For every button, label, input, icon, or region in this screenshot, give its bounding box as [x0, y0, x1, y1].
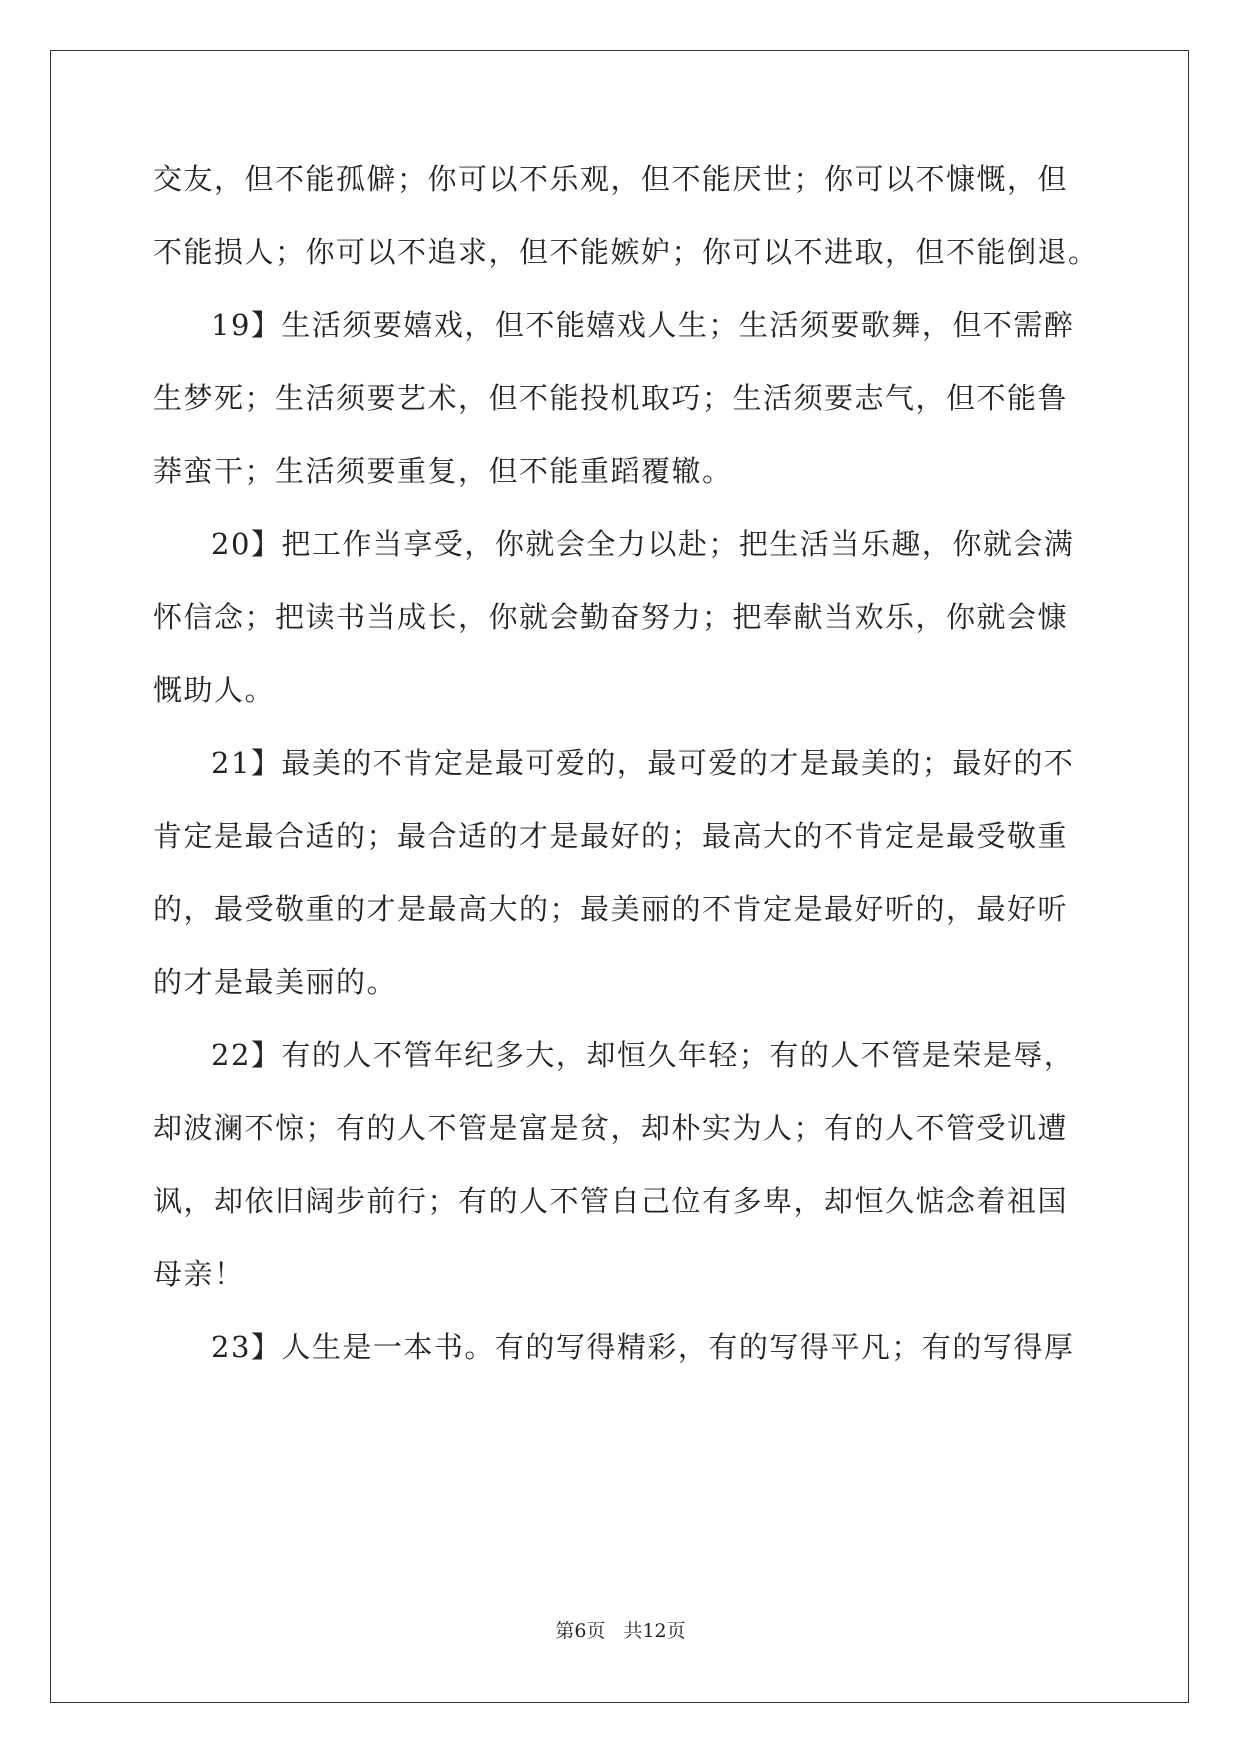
page-footer — [0, 1616, 1241, 1643]
text-line: 20】把工作当享受，你就会全力以赴；把生活当乐趣，你就会满 — [211, 527, 1075, 561]
page-number: 第6页 — [555, 1620, 606, 1642]
text-line: 的才是最美丽的。 — [153, 965, 398, 999]
text-line: 19】生活须要嬉戏，但不能嬉戏人生；生活须要歌舞，但不需醉 — [211, 308, 1075, 342]
text-line: 交友，但不能孤僻；你可以不乐观，但不能厌世；你可以不慷慨，但 — [153, 162, 1069, 196]
page-total: 共12页 — [623, 1620, 686, 1642]
text-line: 母亲！ — [153, 1257, 245, 1291]
text-line: 慨助人。 — [153, 673, 276, 707]
text-line: 22】有的人不管年纪多大，却恒久年轻；有的人不管是荣是辱， — [211, 1038, 1075, 1072]
text-line: 肯定是最合适的；最合适的才是最好的；最高大的不肯定是最受敬重 — [153, 819, 1069, 853]
text-line: 怀信念；把读书当成长，你就会勤奋努力；把奉献当欢乐，你就会慷 — [153, 600, 1069, 634]
text-line: 23】人生是一本书。有的写得精彩，有的写得平凡；有的写得厚 — [211, 1330, 1075, 1364]
page-frame — [50, 50, 1189, 1703]
text-line: 不能损人；你可以不追求，但不能嫉妒；你可以不进取，但不能倒退。 — [153, 235, 1099, 269]
text-line: 讽，却依旧阔步前行；有的人不管自己位有多卑，却恒久惦念着祖国 — [153, 1184, 1069, 1218]
text-line: 生梦死；生活须要艺术，但不能投机取巧；生活须要志气，但不能鲁 — [153, 381, 1069, 415]
text-line: 却波澜不惊；有的人不管是富是贫，却朴实为人；有的人不管受讥遭 — [153, 1111, 1069, 1145]
text-line: 的，最受敬重的才是最高大的；最美丽的不肯定是最好听的，最好听 — [153, 892, 1069, 926]
text-line: 21】最美的不肯定是最可爱的，最可爱的才是最美的；最好的不 — [211, 746, 1075, 780]
text-line: 莽蛮干；生活须要重复，但不能重蹈覆辙。 — [153, 454, 733, 488]
